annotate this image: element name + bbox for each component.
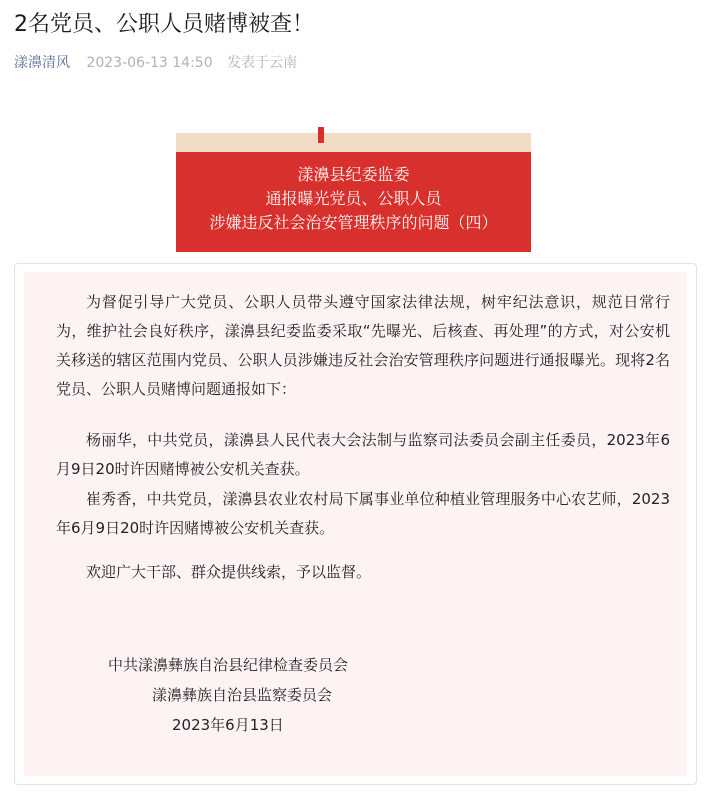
case-1-text: 杨丽华，中共党员，漾濞县人民代表大会法制与监察司法委员会副主任委员，2023年6月9日20时许因赌博被公安机关查获。 — [56, 431, 670, 478]
case-2-text: 崔秀香，中共党员，漾濞县农业农村局下属事业单位种植业管理服务中心农艺师，2023年6月9日20时许因赌博被公安机关查获。 — [56, 490, 670, 537]
banner-box — [176, 152, 531, 252]
case-1-paragraph — [56, 426, 670, 484]
publish-location: 发表于云南 — [227, 55, 298, 71]
appeal-text: 欢迎广大干部、群众提供线索，予以监督。 — [86, 563, 372, 581]
banner-line-1: 漾濞县纪委监委 — [297, 165, 410, 184]
case-2-paragraph — [56, 485, 670, 543]
article-title: 2名党员、公职人员赌博被查！ — [14, 12, 314, 37]
banner-line-3: 涉嫌违反社会治安管理秩序的问题（四） — [209, 213, 498, 232]
headline-banner — [176, 127, 531, 253]
article-meta — [14, 53, 297, 73]
notice-body — [24, 272, 687, 776]
signature-commission: 中共漾濞彝族自治县纪律检查委员会 — [108, 656, 349, 674]
publish-time: 2023-06-13 14:50 — [86, 55, 213, 71]
signature-date: 2023年6月13日 — [172, 716, 284, 734]
intro-paragraph — [56, 288, 670, 404]
banner-top-strip — [176, 133, 531, 153]
banner-tab-marker — [318, 127, 324, 143]
appeal-paragraph — [56, 558, 670, 587]
account-name-link[interactable]: 漾濞清风 — [14, 55, 70, 71]
signature-supervision: 漾濞彝族自治县监察委员会 — [152, 686, 333, 704]
intro-text: 为督促引导广大党员、公职人员带头遵守国家法律法规，树牢纪法意识，规范日常行为，维护社会良好秩序，漾濞县纪委监委采取“先曝光、后核查、再处理”的方式，对公安机关移送的辖区范围内党员、公职人员涉嫌违反社会治安管理秩序问题进行通报曝光。现将2名党员、公职人员赌博问题通报如下： — [56, 293, 670, 398]
banner-line-2: 通报曝光党员、公职人员 — [265, 189, 442, 208]
notice-card — [14, 263, 697, 785]
